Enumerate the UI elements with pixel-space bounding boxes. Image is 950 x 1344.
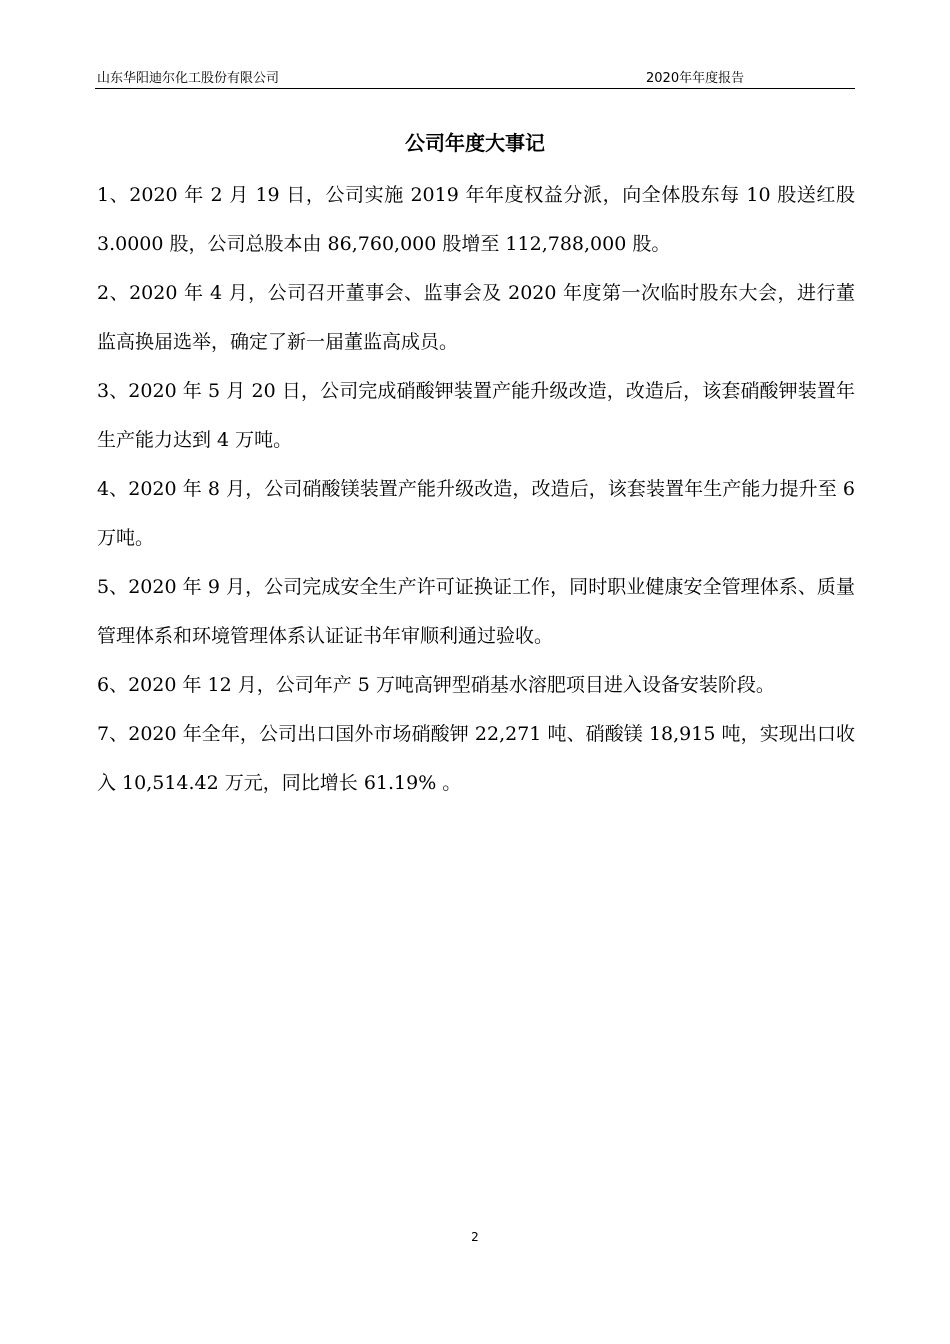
event-item-5: 5、2020 年 9 月，公司完成安全生产许可证换证工作，同时职业健康安全管理体系、质量管理体系和环境管理体系认证证书年审顺利通过验收。	[97, 576, 855, 647]
header-company-name: 山东华阳迪尔化工股份有限公司	[97, 71, 280, 86]
event-item-2: 2、2020 年 4 月，公司召开董事会、监事会及 2020 年度第一次临时股东大会，进行董监高换届选举，确定了新一届董监高成员。	[97, 282, 855, 353]
event-item-3: 3、2020 年 5 月 20 日，公司完成硝酸钾装置产能升级改造，改造后，该套硝酸钾装置年生产能力达到 4 万吨。	[97, 380, 855, 451]
event-item-4: 4、2020 年 8 月，公司硝酸镁装置产能升级改造，改造后，该套装置年生产能力提升至 6 万吨。	[97, 478, 855, 549]
event-item-7: 7、2020 年全年，公司出口国外市场硝酸钾 22,271 吨、硝酸镁 18,915 吨，实现出口收入 10,514.42 万元，同比增长 61.19% 。	[97, 723, 855, 794]
events-list	[97, 171, 855, 808]
page-header	[95, 66, 855, 89]
event-item-6: 6、2020 年 12 月，公司年产 5 万吨高钾型硝基水溶肥项目进入设备安装阶段。	[97, 674, 775, 696]
header-report-title: 2020年年度报告	[646, 71, 745, 86]
page-title: 公司年度大事记	[405, 131, 545, 155]
event-item-1: 1、2020 年 2 月 19 日，公司实施 2019 年年度权益分派，向全体股东每 10 股送红股 3.0000 股，公司总股本由 86,760,000 股增至 112,788,000 股。	[97, 184, 855, 255]
page-number: 2	[471, 1230, 479, 1244]
